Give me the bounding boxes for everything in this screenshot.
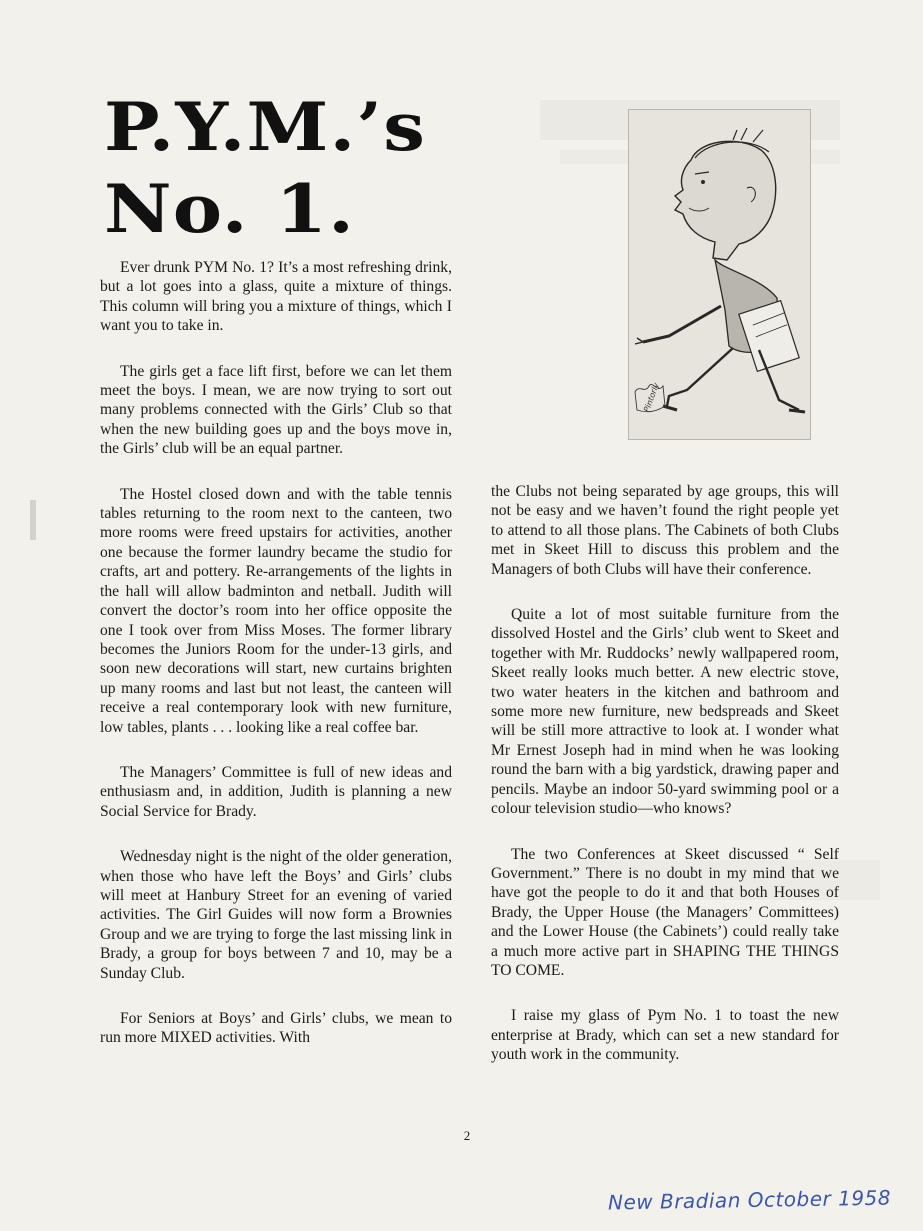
- paragraph: Ever drunk PYM No. 1? It’s a most refreshing drink, but a lot goes into a glass, quite a mixture of things. This column will bring you a mixture of things, which I want you to take in.: [100, 259, 452, 335]
- paragraph: I raise my glass of Pym No. 1 to toast the new enterprise at Brady, which can set a new standard for youth work in the community.: [491, 1007, 839, 1064]
- caricature-illustration: [628, 109, 811, 440]
- artist-signature: Pintorly: [642, 381, 661, 414]
- paragraph: Quite a lot of most suitable furniture from the dissolved Hostel and the Girls’ club went to Skeet and together with Mr. Ruddocks’ newly wallpapered room, Skeet really looks much better. A new electric stove, two water heaters in the kitchen and bathroom and some more new furniture, new bedspreads and Skeet will be still more attractive to look at. I wonder what Mr Ernest Joseph had in mind when he was looking round the barn with a big yardstick, drawing paper and pencils. Maybe an indoor 50-yard swimming pool or a colour television studio—who knows?: [491, 606, 839, 818]
- paragraph: For Seniors at Boys’ and Girls’ clubs, we mean to run more MIXED activities. With: [100, 1010, 452, 1047]
- paragraph: The Managers’ Committee is full of new ideas and enthusiasm and, in addition, Judith is planning a new Social Service for Brady.: [100, 763, 452, 820]
- paragraph: The Hostel closed down and with the table tennis tables returning to the room next to the canteen, two more rooms were freed upstairs for activities, another one because the former laundry became the studio for crafts, art and pottery. Re-arrangements of the lights in the hall will allow badminton and netball. Judith will convert the doctor’s room into her office opposite the one I took over from Miss Moses. The former library becomes the Juniors Room for the under-13 girls, and soon new decorations will start, new curtains brighten up many rooms and last but not least, the canteen will receive a real contemporary look with new furniture, low tables, plants . . . looking like a real coffee bar.: [100, 485, 452, 736]
- page-number: 2: [463, 1128, 471, 1143]
- right-column: [491, 482, 839, 1091]
- paragraph: The two Conferences at Skeet discussed “ Self Government.” There is no doubt in my mind that we have got the people to do it and that both Houses of Brady, the Upper House (the Managers’ Committees) and the Lower House (the Cabinets’) could really take a much more active part in SHAPING THE THINGS TO COME.: [491, 845, 839, 979]
- running-man-drawing: [629, 110, 810, 439]
- paragraph: The girls get a face lift first, before we can let them meet the boys. I mean, we are now trying to sort out many problems connected with the Girls’ Club so that when the new building goes up and the boys move in, the Girls’ club will be an equal partner.: [100, 362, 452, 458]
- title-line-1: P.Y.M.’s: [104, 88, 426, 166]
- paragraph-continued: the Clubs not being separated by age groups, this will not be easy and we haven’t found the right people yet to attend to all those plans. The Cabinets of both Clubs met in Skeet Hill to discuss this problem and the Managers of both Clubs will have their conference.: [491, 483, 839, 578]
- title-line-2: No. 1.: [104, 170, 355, 248]
- handwritten-note: New Bradian October 1958: [607, 1185, 892, 1215]
- left-column: [100, 258, 452, 1074]
- paragraph: Wednesday night is the night of the older generation, when those who have left the Boys’ and Girls’ clubs will meet at Hanbury Street for an evening of varied activities. The Girl Guides will now form a Brownies Group and we are trying to forge the last missing link in Brady, a group for boys between 7 and 10, may be a Sunday Club.: [100, 848, 452, 982]
- article-title: [104, 86, 664, 250]
